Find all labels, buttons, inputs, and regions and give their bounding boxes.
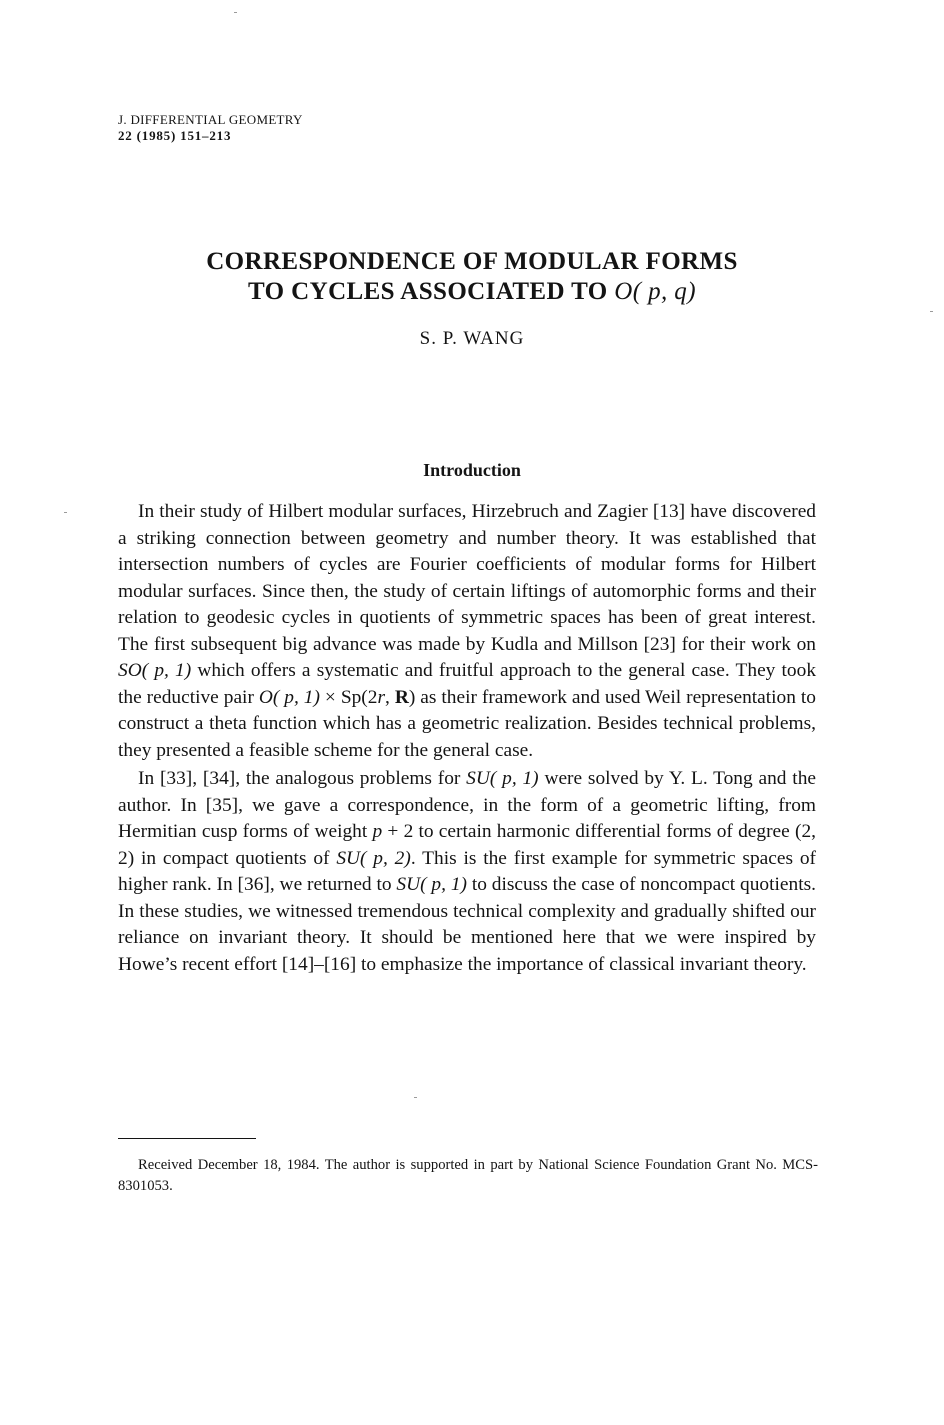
scan-speck xyxy=(930,311,933,312)
footnote-divider xyxy=(118,1138,256,1139)
title-line-2 xyxy=(0,277,944,307)
math-expression: SU( p, 1) xyxy=(396,874,467,895)
text-run: , xyxy=(385,686,395,708)
math-expression: SU( p, 2) xyxy=(336,847,411,869)
text-run: × Sp(2 xyxy=(319,686,378,708)
math-expression: p xyxy=(372,821,383,842)
text-run: were solved by Y. L. Tong and the author. In [35], we gave a correspondence, in the form of a geometric lifting, from Hermitian cusp forms of weight xyxy=(118,768,816,842)
paper-title xyxy=(0,247,944,307)
section-heading: Introduction xyxy=(423,460,521,480)
footnote xyxy=(118,1155,818,1197)
scan-speck xyxy=(64,512,67,513)
footnote-text: Received December 18, 1984. The author is supported in part by National Science Foundation Grant No. MCS-8301053. xyxy=(118,1157,818,1194)
text-run: ) as their framework and used Weil representation to construct a theta function which has a geometric realization. Besides technical problems, they presented a feasible scheme for the general case. xyxy=(118,686,816,761)
journal-name: J. DIFFERENTIAL GEOMETRY xyxy=(118,112,303,127)
title-line-2-math: O( p, q) xyxy=(614,278,696,305)
introduction-body xyxy=(118,499,816,978)
journal-volume: 22 (1985) 151–213 xyxy=(118,128,232,143)
journal-header xyxy=(118,112,303,144)
text-run: In their study of Hilbert modular surfaces, Hirzebruch and Zagier [13] have discovered a striking connection between geometry and number theory. It was established that intersection numbers of cycles are Fourier coefficients of modular forms for Hilbert modular surfaces. Since then, the study of certain liftings of automorphic forms and their relation to geodesic cycles in quotients of symmetric spaces has been of great interest. The first subsequent big advance was made by Kudla and Millson [23] for their work on xyxy=(118,501,816,655)
math-bold-symbol: R xyxy=(394,686,409,708)
text-run: . This is the first example for symmetric spaces of higher rank. In [36], we returned to xyxy=(118,847,817,895)
math-expression: SO( p, 1) xyxy=(118,660,192,681)
title-line-2-text: TO CYCLES ASSOCIATED TO xyxy=(248,278,608,305)
text-run: to discuss the case of noncompact quotients. In these studies, we witnessed tremendous technical complexity and gradually shifted our reliance on invariant theory. It should be mentioned here that we were inspired by Howe’s recent effort [14]–[16] to emphasize the importance of classical invariant theory. xyxy=(118,874,816,975)
paragraph-1 xyxy=(118,499,816,764)
text-run: In [33], [34], the analogous problems for xyxy=(138,768,467,789)
math-expression: SU( p, 1) xyxy=(466,768,539,789)
text-run: which offers a systematic and fruitful approach to the general case. They took the reductive pair xyxy=(118,660,817,708)
math-expression: r xyxy=(377,686,386,708)
author-name: S. P. WANG xyxy=(419,328,525,349)
scan-speck xyxy=(234,12,237,13)
paragraph-2 xyxy=(118,766,816,978)
math-expression: O( p, 1) xyxy=(258,686,320,708)
text-run: + 2 to certain harmonic differential forms of degree (2, 2) in compact quotients of xyxy=(118,821,816,869)
title-line-1: CORRESPONDENCE OF MODULAR FORMS xyxy=(206,248,738,275)
scan-speck xyxy=(414,1097,417,1098)
